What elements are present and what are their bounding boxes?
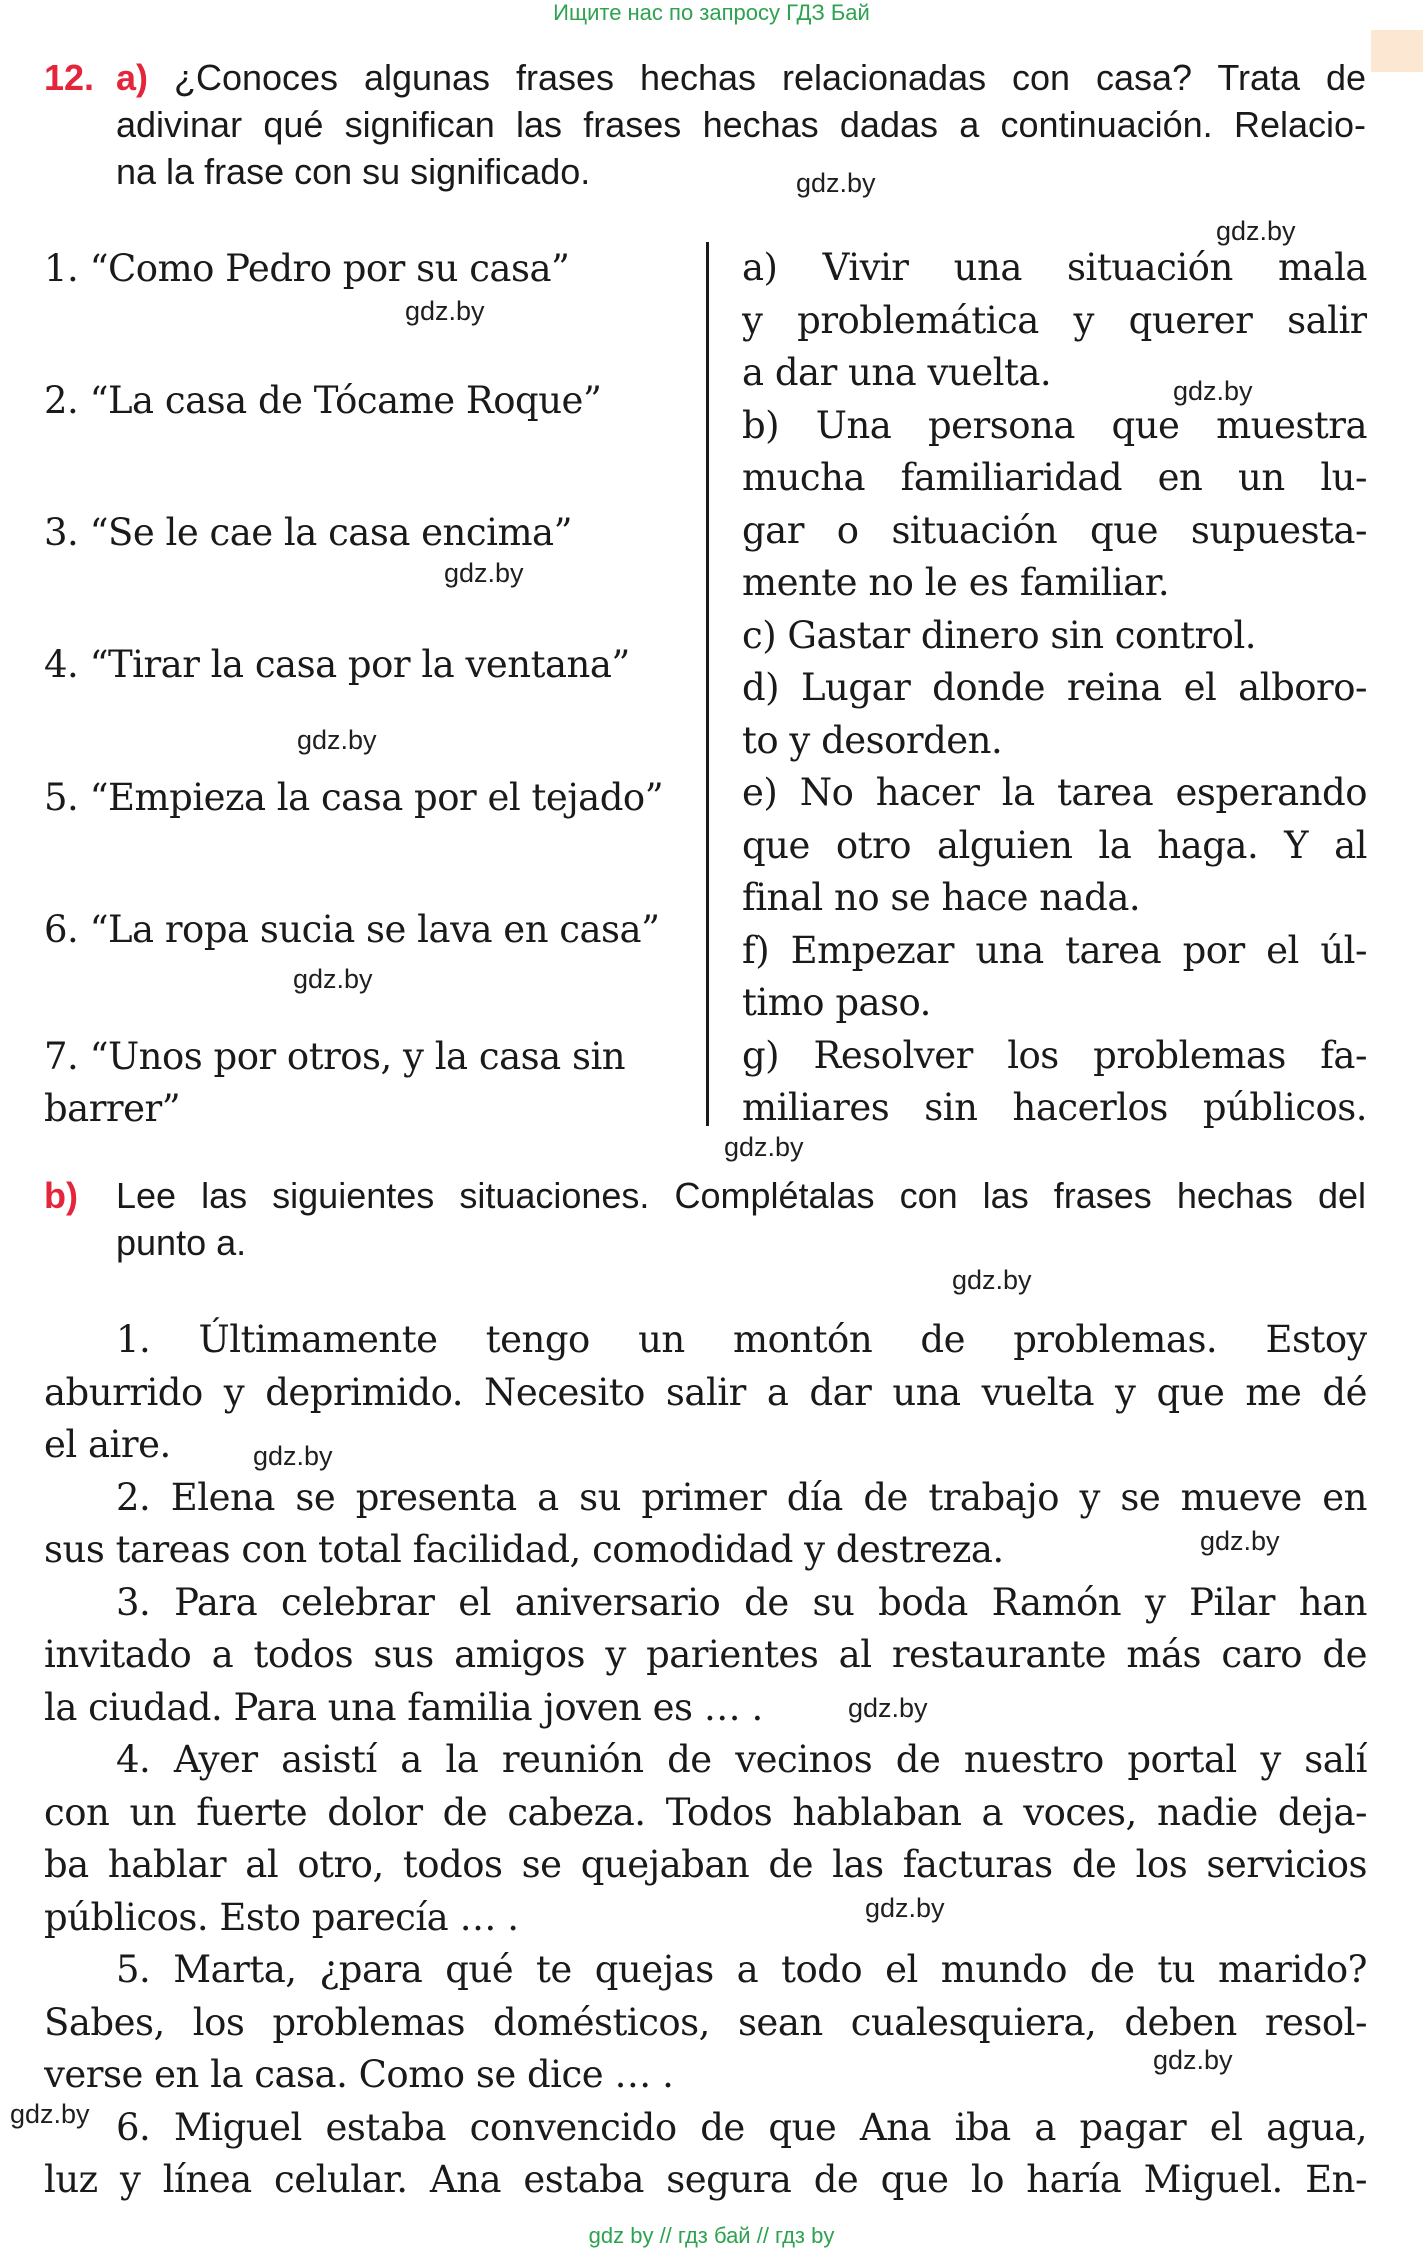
situation-line: sus tareas con total facilidad, comodidad y destreza.: [44, 1528, 1004, 1571]
watermark: gdz.by: [293, 964, 373, 994]
situation-line: 1. Últimamente tengo un montón de problemas. Estoy: [116, 1318, 1367, 1361]
situation-line: 5. Marta, ¿para qué te quejas a todo el mundo de tu marido?: [116, 1948, 1367, 1991]
phrase-3: 3. “Se le cae la casa encima”: [44, 511, 572, 554]
situation-line: Sabes, los problemas domésticos, sean cualesquiera, deben resol-: [44, 2000, 1367, 2044]
situation-line: públicos. Esto parecía … .: [44, 1895, 519, 1939]
meaning-line: y problemática y querer salir: [742, 298, 1367, 342]
watermark: gdz.by: [405, 296, 485, 326]
watermark: gdz.by: [444, 558, 524, 588]
phrase-6: 6. “La ropa sucia se lava en casa”: [44, 908, 660, 951]
situation-line: 3. Para celebrar el aniversario de su boda Ramón y Pilar han: [116, 1580, 1367, 1624]
meaning-line: miliares sin hacerlos públicos.: [742, 1086, 1367, 1129]
meaning-line: gar o situación que supuesta-: [742, 508, 1367, 552]
watermark: gdz.by: [848, 1693, 928, 1723]
phrase-7: 7. “Unos por otros, y la casa sin: [44, 1035, 626, 1078]
meaning-line: timo paso.: [742, 981, 931, 1024]
situation-line: el aire.: [44, 1423, 171, 1466]
meaning-line: d) Lugar donde reina el alboro-: [742, 666, 1367, 709]
part-b-label: b): [44, 1175, 78, 1216]
situation-line: luz y línea celular. Ana estaba segura de que lo haría Miguel. En-: [44, 2158, 1367, 2201]
meaning-line: mente no le es familiar.: [742, 561, 1170, 604]
column-divider: [706, 242, 709, 1126]
meaning-line: e) No hacer la tarea esperando: [742, 771, 1367, 814]
exercise-number: 12.: [44, 57, 95, 98]
situation-line: 2. Elena se presenta a su primer día de trabajo y se mueve en: [116, 1475, 1367, 1519]
meaning-line: mucha familiaridad en un lu-: [742, 456, 1367, 499]
watermark: gdz.by: [1173, 376, 1253, 406]
watermark: gdz.by: [1200, 1526, 1280, 1556]
watermark: gdz.by: [297, 725, 377, 755]
situation-line: la ciudad. Para una familia joven es … .: [44, 1685, 763, 1729]
situation-line: invitado a todos sus amigos y parientes al restaurante más caro de: [44, 1633, 1367, 1676]
phrase-7-cont: barrer”: [44, 1087, 181, 1130]
part-a-instruction: [116, 54, 1366, 195]
meaning-line: b) Una persona que muestra: [742, 403, 1367, 447]
phrase-1: 1. “Como Pedro por su casa”: [44, 247, 570, 290]
watermark: gdz.by: [724, 1132, 804, 1162]
instruction-line: Lee las siguientes situaciones. Complétalas con las frases hechas del: [116, 1175, 1366, 1216]
instruction-line: punto a.: [116, 1222, 247, 1263]
instruction-line: adivinar qué significan las frases hechas dadas a continuación. Relacio-: [116, 104, 1366, 145]
situation-line: ba hablar al otro, todos se quejaban de las facturas de los servicios: [44, 1843, 1367, 1886]
top-banner: Ищите нас по запросу ГДЗ Бай: [553, 0, 870, 25]
phrase-5: 5. “Empieza la casa por el tejado”: [44, 776, 664, 819]
watermark: gdz.by: [253, 1441, 333, 1471]
meaning-line: c) Gastar dinero sin control.: [742, 613, 1257, 657]
phrase-4: 4. “Tirar la casa por la ventana”: [44, 643, 630, 686]
instruction-line: ¿Conoces algunas frases hechas relacionadas con casa? Trata de: [173, 57, 1366, 98]
watermark: gdz.by: [865, 1893, 945, 1923]
situation-line: 4. Ayer asistí a la reunión de vecinos de nuestro portal y salí: [116, 1738, 1367, 1781]
meaning-line: a) Vivir una situación mala: [742, 246, 1367, 289]
meaning-line: a dar una vuelta.: [742, 351, 1052, 394]
situation-line: aburrido y deprimido. Necesito salir a dar una vuelta y que me dé: [44, 1370, 1367, 1414]
situation-line: 6. Miguel estaba convencido de que Ana iba a pagar el agua,: [116, 2105, 1367, 2149]
watermark: gdz.by: [952, 1265, 1032, 1295]
phrase-2: 2. “La casa de Tócame Roque”: [44, 379, 602, 422]
part-b-instruction: [116, 1172, 1366, 1266]
meaning-line: f) Empezar una tarea por el úl-: [742, 928, 1367, 972]
meanings-list: [742, 242, 1367, 1135]
watermark: gdz.by: [10, 2099, 90, 2129]
meaning-line: g) Resolver los problemas fa-: [742, 1033, 1367, 1077]
instruction-line: na la frase con su significado.: [116, 151, 591, 192]
meaning-line: to y desorden.: [742, 718, 1003, 762]
meaning-line: que otro alguien la haga. Y al: [742, 823, 1367, 867]
situation-line: con un fuerte dolor de cabeza. Todos hablaban a voces, nadie deja-: [44, 1790, 1367, 1834]
meaning-line: final no se hace nada.: [742, 876, 1141, 919]
watermark: gdz.by: [1153, 2045, 1233, 2075]
situation-line: verse en la casa. Como se dice … .: [44, 2053, 674, 2096]
part-a-label: a): [116, 57, 149, 98]
watermark: gdz.by: [796, 168, 876, 198]
bottom-footer: gdz by // гдз бай // гдз by: [588, 2223, 835, 2248]
watermark: gdz.by: [1216, 216, 1296, 246]
page-corner-tab: [1371, 30, 1423, 72]
